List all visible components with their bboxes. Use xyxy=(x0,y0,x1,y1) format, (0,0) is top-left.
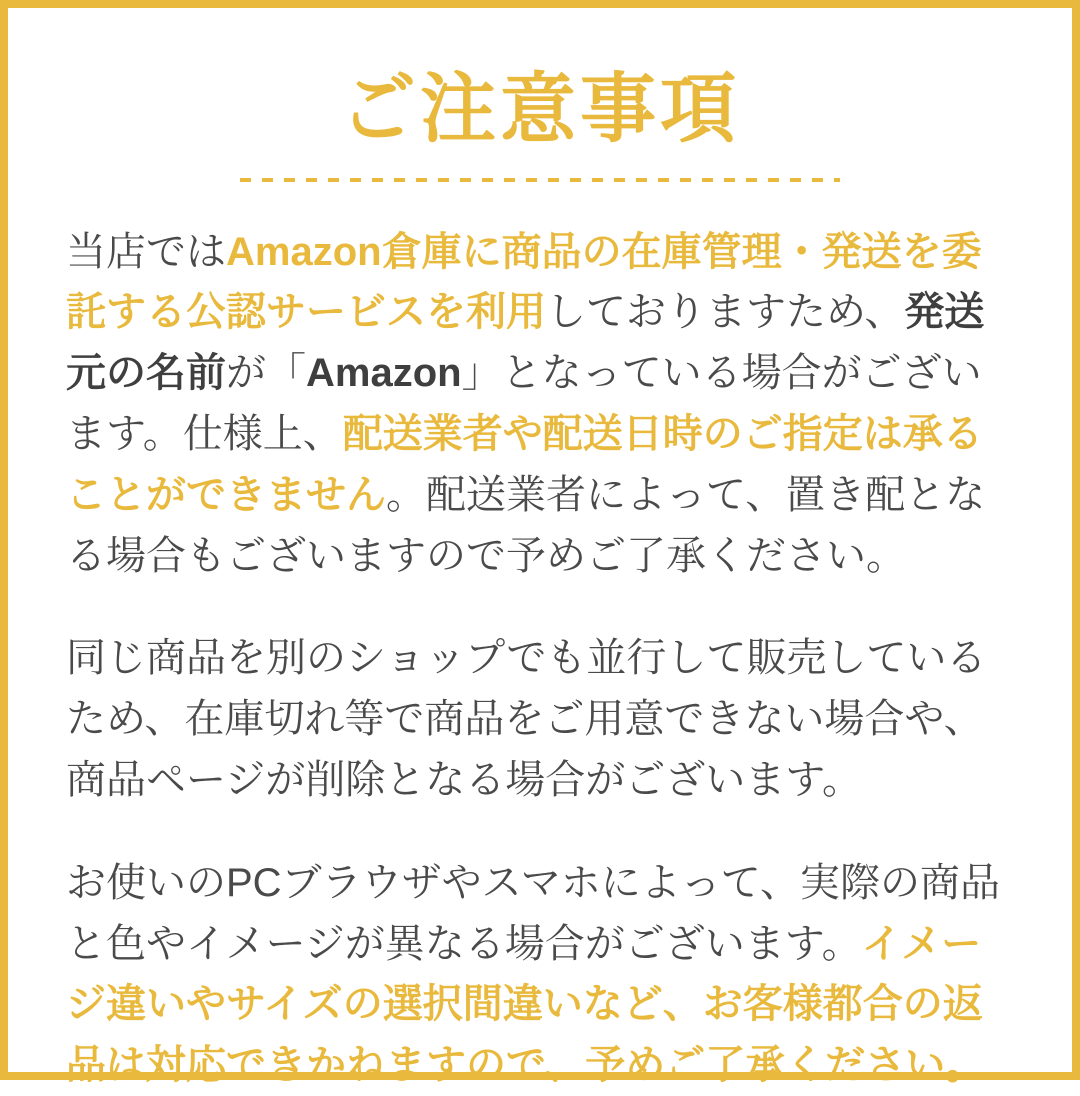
paragraph-fulfillment xyxy=(66,222,1014,587)
text-segment-bold: Amazon xyxy=(306,351,462,396)
text-segment: 」となっている場合がございます。仕様上、 xyxy=(66,351,982,456)
dotted-divider xyxy=(240,178,840,182)
text-segment: 同じ商品を別のショップでも並行して販売しているため、在庫切れ等で商品をご用意できない場合や、商品ページが削除となる場合がございます。 xyxy=(66,636,987,802)
paragraph-color xyxy=(66,853,1014,1096)
text-segment-highlight: イメージ違いやサイズの選択間違いなど、お客様都合の返品は対応できかねますので、予めご了承ください。 xyxy=(66,921,986,1088)
text-segment-highlight: 配送業者や配送日時のご指定は承ることができません xyxy=(66,411,983,517)
paragraph-stock xyxy=(66,628,1014,810)
text-segment: 当店では xyxy=(66,229,226,274)
text-segment: 。配送業者によって、置き配となる場合もございますので予めご了承ください。 xyxy=(66,472,986,578)
text-segment-bold: 発送元の名前 xyxy=(66,290,985,396)
text-segment-highlight: Amazon倉庫に商品の在庫管理・発送を委託する公認サービスを利用 xyxy=(66,229,982,335)
page-title: ご注意事項 xyxy=(340,67,740,152)
text-segment: が「 xyxy=(226,351,306,396)
notice-body xyxy=(66,222,1014,1096)
text-segment: お使いのPCブラウザやスマホによって、実際の商品と色やイメージが異なる場合がございます。 xyxy=(66,860,1000,966)
text-segment: しておりますため、 xyxy=(546,290,905,335)
